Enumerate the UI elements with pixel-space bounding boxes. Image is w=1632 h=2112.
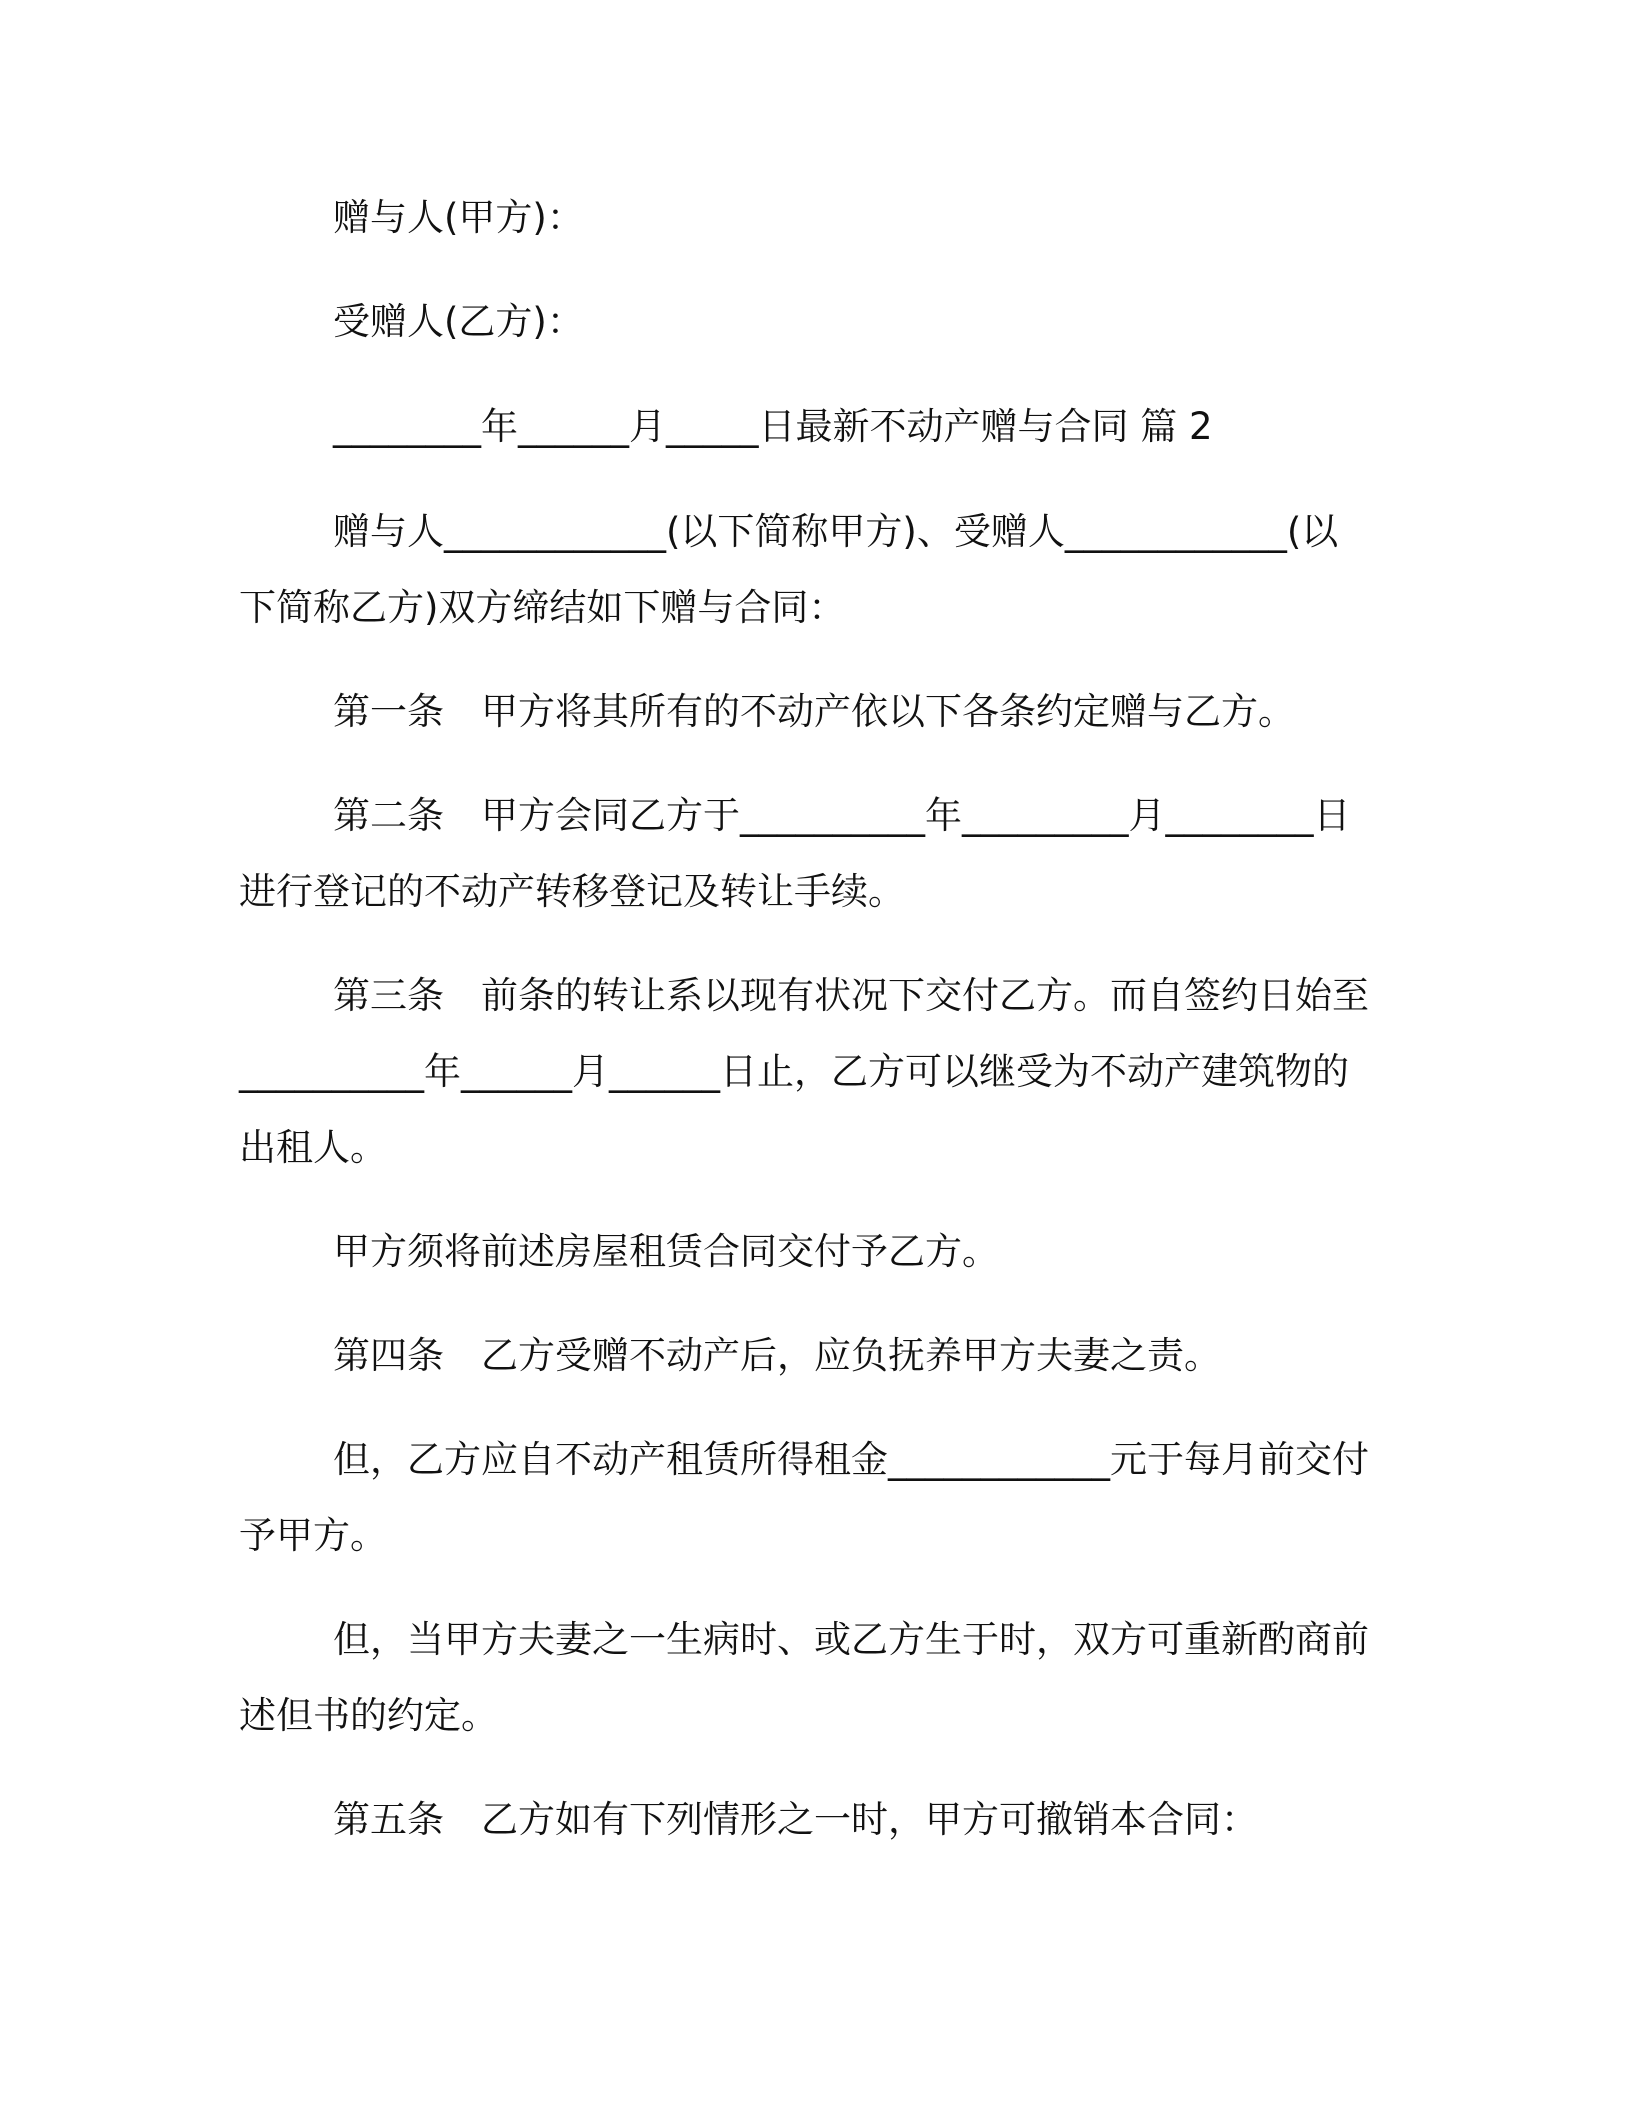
- parties-line-1: 赠与人____________(以下简称甲方)、受赠人____________(以: [333, 510, 1339, 553]
- parties-line-2: 下简称乙方)双方缔结如下赠与合同：: [239, 586, 846, 629]
- lease-delivery-line: 甲方须将前述房屋租赁合同交付予乙方。: [333, 1230, 999, 1273]
- illness-line-1: 但，当甲方夫妻之一生病时、或乙方生于时，双方可重新酌商前: [333, 1618, 1369, 1661]
- article-4: 第四条 乙方受赠不动产后，应负抚养甲方夫妻之责。: [333, 1334, 1221, 1377]
- article-3-line-2: __________年______月______日止，乙方可以继受为不动产建筑物的: [239, 1050, 1349, 1093]
- illness-line-2: 述但书的约定。: [239, 1694, 498, 1737]
- rent-line-1: 但，乙方应自不动产租赁所得租金____________元于每月前交付: [333, 1438, 1369, 1481]
- donee-line: 受赠人(乙方)：: [333, 300, 584, 343]
- article-1: 第一条 甲方将其所有的不动产依以下各条约定赠与乙方。: [333, 690, 1295, 733]
- rent-line-2: 予甲方。: [239, 1514, 387, 1557]
- article-2-line-2: 进行登记的不动产转移登记及转让手续。: [239, 870, 905, 913]
- article-3-line-3: 出租人。: [239, 1126, 387, 1169]
- article-5: 第五条 乙方如有下列情形之一时，甲方可撤销本合同：: [333, 1798, 1258, 1841]
- article-2-line-1: 第二条 甲方会同乙方于__________年_________月________日: [333, 794, 1351, 837]
- date-title-line: ________年______月_____日最新不动产赠与合同 篇 2: [333, 405, 1213, 448]
- article-3-line-1: 第三条 前条的转让系以现有状况下交付乙方。而自签约日始至: [333, 974, 1369, 1017]
- donor-line: 赠与人(甲方)：: [333, 196, 584, 239]
